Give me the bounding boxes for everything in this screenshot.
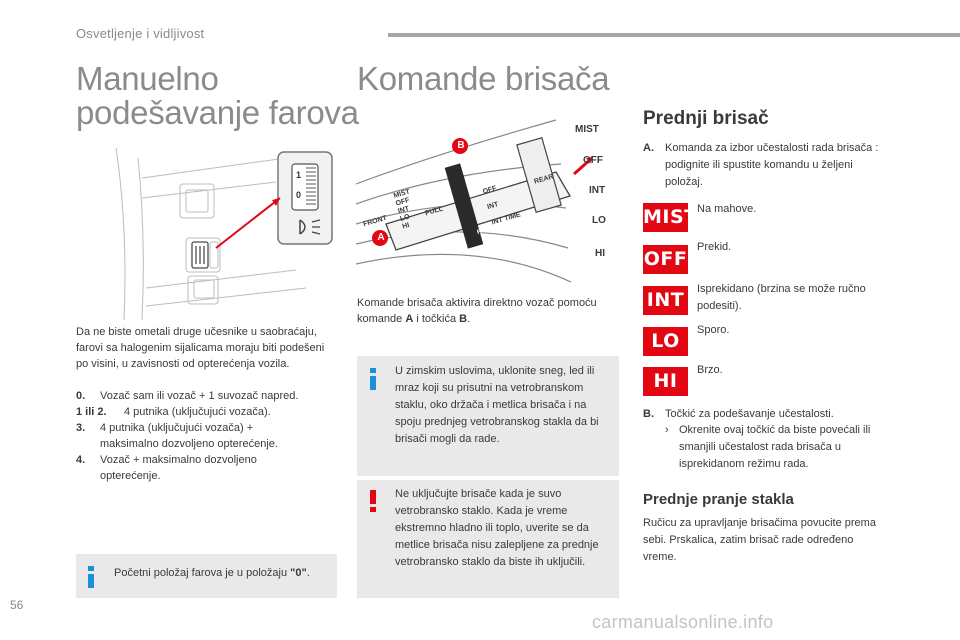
control-b-text: Točkić za podešavanje učestalosti. [665,408,834,420]
load-item-number: 3. [76,422,86,434]
section-label: Osvetljenje i vidljivost [76,26,205,41]
stack-hi: HI [401,221,411,231]
note-suffix: . [306,567,310,579]
ring-int-time: INT TIME [490,211,522,227]
info-icon [84,564,98,590]
page-number: 56 [10,598,24,612]
load-item-text: 4 putnika (uključujući vozača). [124,406,271,418]
header-bar [388,33,960,37]
control-a-item [643,140,893,191]
initial-position-note [76,554,337,598]
stack-mist: MIST [392,188,411,200]
load-item-text: Vozač + maksimalno dozvoljeno opterećenje. [100,454,257,482]
control-a-label: A. [643,142,654,154]
int-badge: INT [643,286,688,315]
washer-text: Ručicu za upravljanje brisačima povucite prema sebi. Prskalica, zatim brisač rade određeno vreme. [643,517,876,563]
stalk-label-off: OFF [583,155,603,166]
load-item-text: 4 putnika (uključujući vozača) + maksimalno dozvoljeno opterećenje. [100,422,278,450]
stalk-label-hi: HI [595,248,605,259]
control-b-subitem [665,422,895,473]
stack-off: OFF [395,196,411,208]
load-item-number: 1 ili 2. [76,406,107,418]
stalk-label-pull: PULL [424,205,444,218]
stack-int: INT [397,205,410,216]
load-item-0 [76,388,336,404]
stalk-label-rear: REAR [533,173,555,186]
control-b-label: B. [643,408,654,420]
lo-description: Sporo. [697,324,730,336]
control-b-subtext: Okrenite ovaj točkić da biste povećali ili smanjili učestalost rada brisača u isprekidanom režimu rada. [679,424,871,470]
desc-suffix: . [467,313,471,325]
arrow-bullet-icon: › [665,424,669,436]
ring-off: OFF [482,185,498,196]
stalk-label-int: INT [589,185,606,196]
mist-badge: MIST [643,203,688,232]
front-wiper-heading: Prednji brisač [643,108,769,129]
callout-a: A [377,232,385,243]
headlamp-title-line1: Manuelno [76,60,219,97]
warning-note-text: Ne uključujte brisače kada je suvo vetrobransko staklo. Kada je vreme ekstremno hladno ili toplo, uverite se da metlice brisača nisu zalepljene za prednje vetrobransko staklo da biste ih uključili. [395,488,599,568]
desc-mid: i točkića [413,313,460,325]
stack-lo: LO [399,213,411,223]
stalk-label-fast: FAST [476,226,493,236]
stalk-label-mist: MIST [575,124,599,135]
ring-int: INT [486,201,500,212]
mist-description: Na mahove. [697,203,757,215]
note-text: Početni položaj farova je u položaju [114,567,291,579]
lo-badge: LO [643,327,688,356]
stalk-label-front: FRONT [362,214,388,229]
control-b-item [643,406,893,422]
info-icon [366,366,380,392]
hi-description: Brzo. [697,364,723,376]
load-item-2 [76,420,336,452]
off-badge: OFF [643,245,688,274]
load-item-number: 0. [76,390,86,402]
desc-a: A [405,313,414,325]
winter-note-text: U zimskim uslovima, uklonite sneg, led ili mraz koji su prisutni na vetrobranskom staklu, oko držača i metlica brisača i na spoju prednjeg vetrobranskog stakla da bi brisači mogli da rade. [395,365,599,445]
wiper-description [357,295,597,327]
winter-info-note [357,356,619,476]
stalk-label-slow: SLOW [454,153,474,165]
wiper-title: Komande brisača [357,60,610,97]
dial-label-1: 1 [296,170,302,180]
watermark: carmanualsonline.info [592,612,774,632]
stalk-label-lo: LO [592,215,606,226]
dial-label-0: 0 [296,190,302,200]
desc-b: B [459,313,468,325]
load-item-3 [76,452,336,484]
washer-heading: Prednje pranje stakla [643,491,794,508]
dry-glass-warning [357,480,619,598]
load-item-1 [76,404,336,420]
load-item-number: 4. [76,454,86,466]
headlamp-intro: Da ne biste ometali druge učesnike u saobraćaju, farovi sa halogenim sijalicama moraju biti podešeni po visini, u zavisnosti od opterećenja vozila. [76,326,325,370]
headlamp-dashboard-illustration [76,138,340,320]
load-item-text: Vozač sam ili vozač + 1 suvozač napred. [100,390,299,402]
desc-text: Komande brisača aktivira direktno vozač pomoću komande [357,297,597,325]
callout-b: B [457,140,465,151]
hi-badge: HI [643,367,688,396]
control-a-text: Komanda za izbor učestalosti rada brisača : podignite ili spustite komandu u željeni položaj. [665,142,879,188]
int-description: Isprekidano (brzina se može ručno podesiti). [697,283,866,312]
off-description: Prekid. [697,241,732,253]
note-value: "0" [290,567,307,579]
warning-icon [366,488,380,514]
headlamp-title-line2: podešavanje farova [76,94,359,131]
